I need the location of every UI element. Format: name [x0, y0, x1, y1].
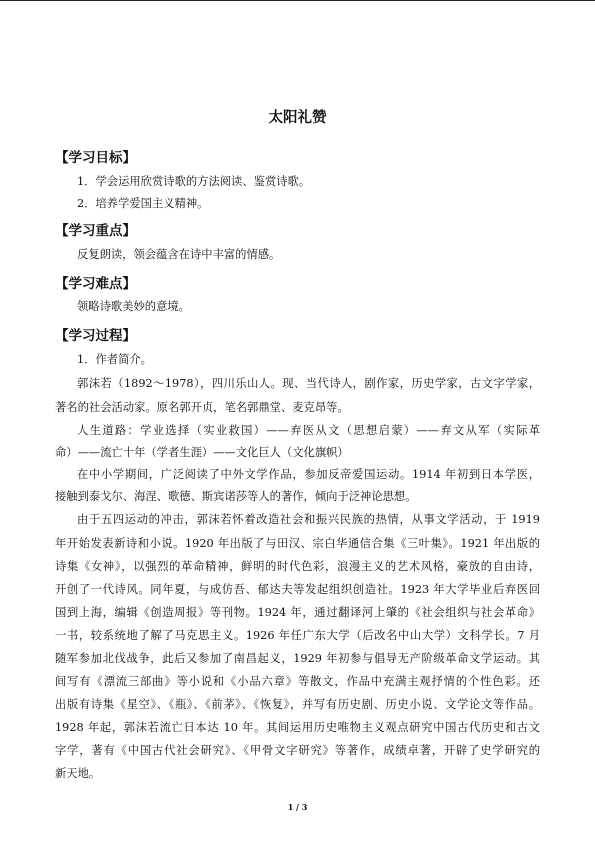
- paragraph-line: 国到上海，编辑《创造周报》等刊物。1924 年，通过翻译河上肇的《社会组织与社会革命》: [55, 606, 540, 619]
- paragraph-line: 出版有诗集《星空》、《瓶》、《前茅》、《恢复》，并写有历史剧、历史小说、文学论文等作品。: [55, 698, 540, 711]
- paragraph-line: 开创了一代诗风。同年夏，与成仿吾、郁达夫等发起组织创造社。1923 年大学毕业后弃医回: [55, 583, 540, 596]
- paragraph-line: 一书，较系统地了解了马克思主义。1926 年任广东大学（后改名中山大学）文科学长。7 月: [55, 629, 540, 642]
- page-number: 1 / 3: [287, 802, 308, 812]
- paragraph-line: 随军参加北伐战争，此后又参加了南昌起义，1929 年初参与倡导无产阶级革命文学运动。其: [55, 652, 540, 665]
- paragraph-line: 间写有《漂流三部曲》等小说和《小品六章》等散文，作品中充满主观抒情的个性色彩。还: [55, 675, 540, 688]
- section-heading-focus: 【学习重点】: [55, 223, 136, 239]
- paragraph-line: 字学，著有《中国古代社会研究》、《甲骨文字研究》等著作，成绩卓著，开辟了史学研究的: [55, 744, 540, 757]
- paragraph-line: 新天地。: [55, 767, 101, 780]
- paragraph-line: 人生道路：学业选择（实业救国）——弃医从文（思想启蒙）——弃文从军（实际革: [77, 424, 540, 437]
- paragraph-line: 郭沫若（1892～1978），四川乐山人。现、当代诗人，剧作家，历史学家，古文字学家，: [77, 377, 540, 390]
- section-heading-process: 【学习过程】: [55, 328, 136, 344]
- paragraph-line: 年开始发表新诗和小说。1920 年出版了与田汉、宗白华通信合集《三叶集》。1921 年出版的: [55, 537, 540, 550]
- paragraph-line: 著名的社会活动家。原名郭开贞，笔名郭鼎堂、麦克昂等。: [55, 401, 349, 414]
- paragraph-line: 1．作者简介。: [77, 353, 152, 366]
- section-heading-difficulty: 【学习难点】: [55, 276, 136, 292]
- paragraph-line: 诗集《女神》，以强烈的革命精神，鲜明的时代色彩，浪漫主义的艺术风格，豪放的自由诗，: [55, 560, 540, 573]
- paragraph-line: 接触到泰戈尔、海涅、歌德、斯宾诺莎等人的著作，倾向于泛神论思想。: [55, 490, 417, 503]
- paragraph-line: 1928 年起，郭沫若流亡日本达 10 年。其间运用历史唯物主义观点研究中国古代历史和古文: [55, 721, 540, 734]
- header-rule: [0, 0, 595, 1]
- goal-item: 2．培养学爱国主义精神。: [77, 197, 209, 210]
- focus-text: 反复朗读，领会蕴含在诗中丰富的情感。: [77, 248, 281, 261]
- paragraph-line: 命）——流亡十年（学者生涯）——文化巨人（文化旗帜）: [55, 446, 349, 459]
- paragraph-line: 由于五四运动的冲击，郭沫若怀着改造社会和振兴民族的热情，从事文学活动，于 1919: [77, 513, 540, 526]
- goal-item: 1．学会运用欣赏诗歌的方法阅读、鉴赏诗歌。: [77, 175, 311, 188]
- section-heading-goals: 【学习目标】: [55, 150, 136, 166]
- paragraph-line: 在中小学期间，广泛阅读了中外文学作品，参加反帝爱国运动。1914 年初到日本学医，: [77, 468, 540, 481]
- page-title: 太阳礼赞: [268, 110, 327, 126]
- difficulty-text: 领略诗歌美妙的意境。: [77, 300, 190, 313]
